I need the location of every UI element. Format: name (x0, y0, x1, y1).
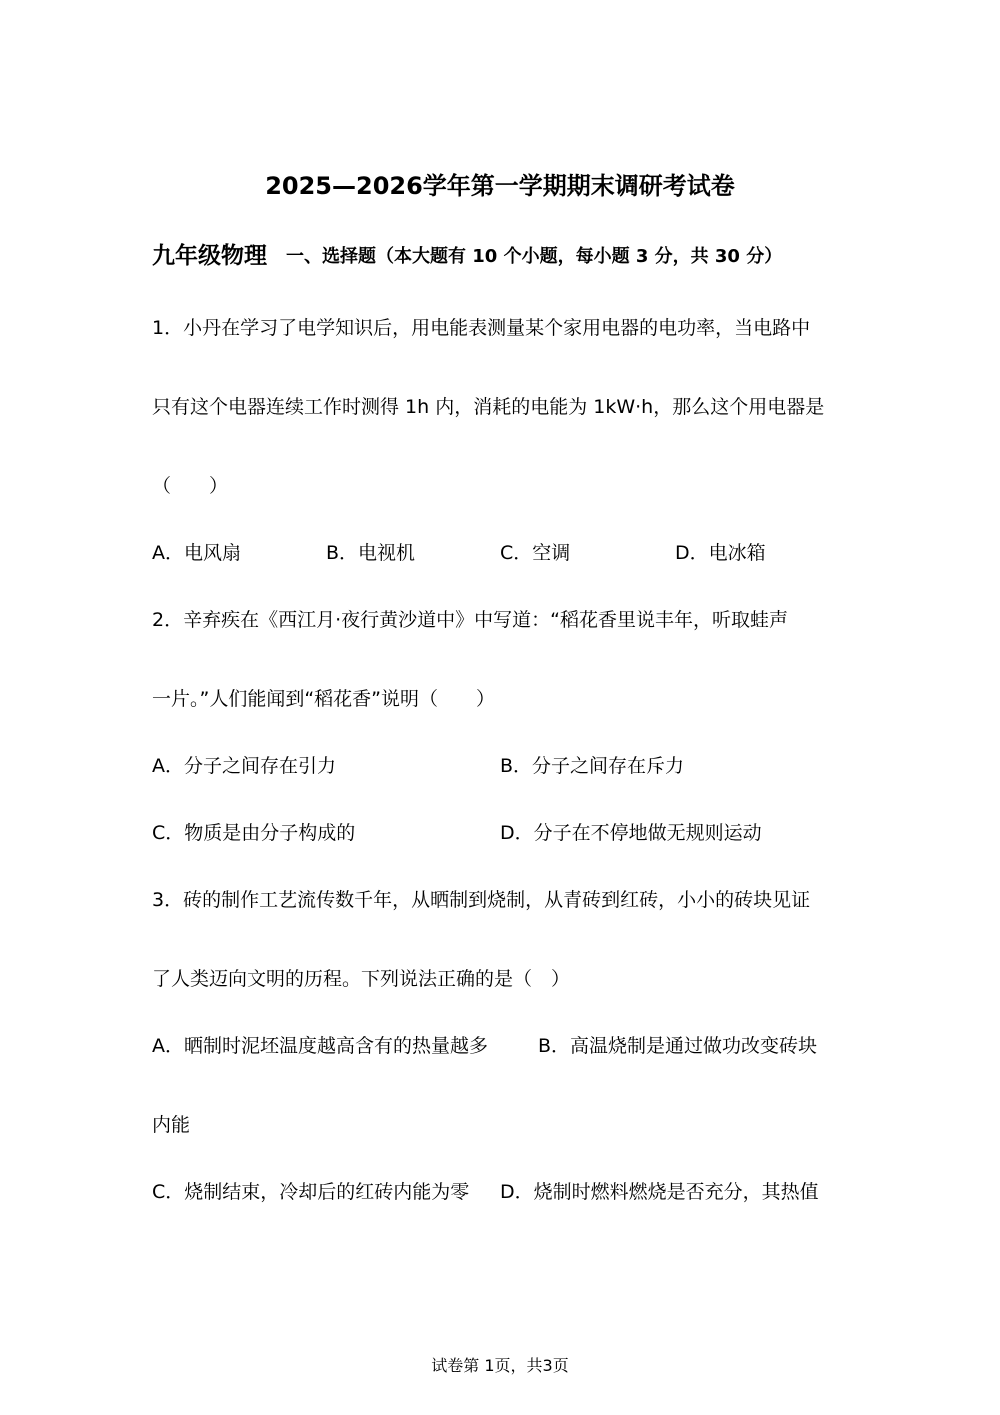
question-3-option-d: D．烧制时燃料燃烧是否充分，其热值 (500, 1181, 819, 1203)
question-2-option-d: D．分子在不停地做无规则运动 (500, 822, 762, 844)
question-3-option-b-continued: 内能 (152, 1114, 191, 1136)
question-1-option-c: C．空调 (500, 542, 571, 564)
grade-subject-heading: 九年级物理 (152, 243, 267, 269)
question-3-option-a: A．晒制时泥坯温度越高含有的热量越多 (152, 1035, 488, 1057)
page-footer: 试卷第 1页，共3页 (431, 1356, 569, 1375)
question-1-line-2: 只有这个电器连续工作时测得 1h 内，消耗的电能为 1kW·h，那么这个用电器是 (152, 396, 825, 418)
question-2-line-1: 2．辛弃疾在《西江月·夜行黄沙道中》中写道：“稻花香里说丰年，听取蛙声 (152, 609, 788, 631)
question-3-option-b: B．高温烧制是通过做功改变砖块 (538, 1035, 818, 1057)
question-1-option-b: B．电视机 (326, 542, 416, 564)
question-1-answer-blank: （ ） (152, 475, 229, 497)
question-2-line-2: 一片。”人们能闻到“稻花香”说明（ ） (152, 688, 496, 710)
question-3-option-c: C．烧制结束，冷却后的红砖内能为零 (152, 1181, 470, 1203)
exam-title: 2025—2026学年第一学期期末调研考试卷 (265, 172, 735, 200)
question-2-option-b: B．分子之间存在斥力 (500, 755, 685, 777)
question-2-option-c: C．物质是由分子构成的 (152, 822, 356, 844)
question-1-option-d: D．电冰箱 (675, 542, 766, 564)
question-3-line-2: 了人类迈向文明的历程。下列说法正确的是（ ） (152, 968, 571, 990)
question-2-option-a: A．分子之间存在引力 (152, 755, 336, 777)
question-1-option-a: A．电风扇 (152, 542, 241, 564)
section-heading: 一、选择题（本大题有 10 个小题，每小题 3 分，共 30 分） (286, 246, 783, 267)
question-1-line-1: 1．小丹在学习了电学知识后，用电能表测量某个家用电器的电功率，当电路中 (152, 317, 811, 339)
question-3-line-1: 3．砖的制作工艺流传数千年，从晒制到烧制，从青砖到红砖，小小的砖块见证 (152, 889, 811, 911)
